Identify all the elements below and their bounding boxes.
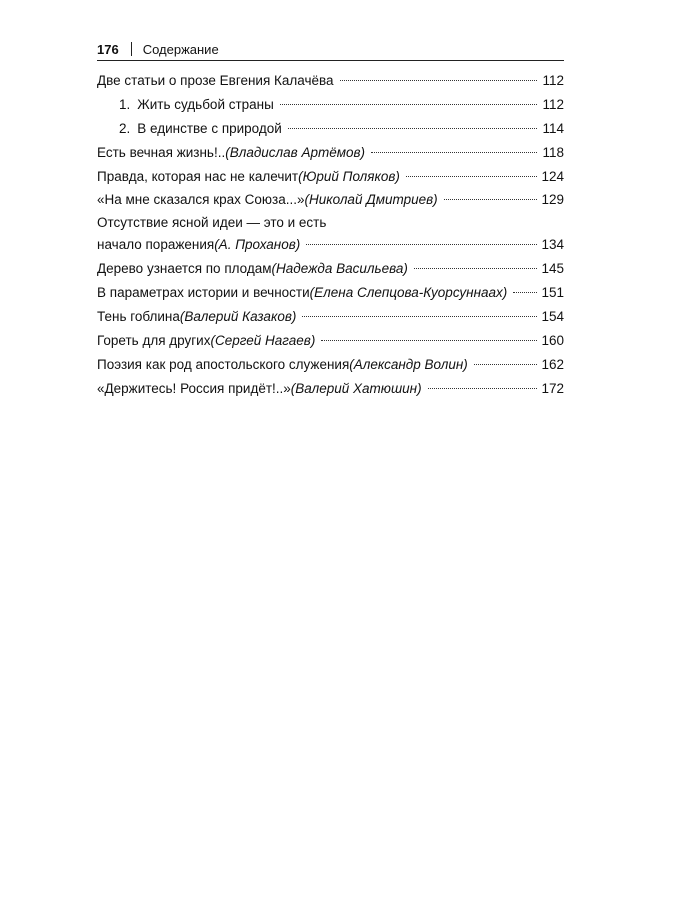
toc-entry-title-line1: Отсутствие ясной идеи — это и есть [97,215,327,231]
toc-entry-title: Правда, которая нас не калечит [97,168,299,184]
toc-entry-page: 172 [541,380,564,396]
toc-entry [97,377,564,401]
toc-entry-page: 145 [541,261,564,277]
toc-entry-author: (Николай Дмитриев) [304,192,438,208]
dot-leader [474,364,537,365]
toc-entry-title: Поэзия как род апостольского служения [97,356,350,372]
toc-entry-title-line2: начало поражения [97,237,215,253]
toc-entry-title: В параметрах истории и вечности [97,285,310,301]
toc-entry-title: Дерево узнается по плодам [97,261,272,277]
toc-entry [97,188,564,212]
section-title: Содержание [142,42,219,57]
dot-leader [288,128,537,129]
toc-entry-title: «Держитесь! Россия придёт!..» [97,380,291,396]
toc-entry-page: 129 [541,192,564,208]
dot-leader [340,80,537,81]
page-number: 176 [97,42,119,57]
toc-entry-page: 162 [541,356,564,372]
table-of-contents [97,69,564,401]
dot-leader [414,268,537,269]
toc-entry [97,212,564,257]
toc-entry-title: В единстве с природой [137,120,282,136]
dot-leader [513,292,537,293]
toc-entry-author: (Валерий Казаков) [179,309,297,325]
toc-entry-author: (Надежда Васильева) [271,261,408,277]
dot-leader [306,244,537,245]
toc-entry-line2 [97,233,564,257]
toc-entry-page: 151 [541,285,564,301]
toc-entry-title: Гореть для других [97,332,211,348]
toc-entry [97,305,564,329]
toc-entry-title: Жить судьбой страны [137,96,274,112]
toc-entry-title: Есть вечная жизнь!.. [97,144,226,160]
toc-entry-title: «На мне сказался крах Союза...» [97,192,305,208]
toc-entry [97,117,564,141]
toc-entry [97,165,564,189]
toc-entry [97,141,564,165]
toc-entry-author: (Владислав Артёмов) [225,144,366,160]
book-page [97,40,564,401]
dot-leader [280,104,537,105]
dot-leader [428,388,537,389]
toc-entry-page: 124 [541,168,564,184]
dot-leader [302,316,537,317]
toc-entry [97,281,564,305]
toc-entry-title: Тень гоблина [97,309,180,325]
dot-leader [371,152,537,153]
running-header [97,40,564,61]
toc-entry-page: 112 [542,96,564,112]
dot-leader [321,340,537,341]
toc-entry [97,69,564,93]
toc-entry-author: (А. Проханов) [214,237,301,253]
toc-entry-author: (Сергей Нагаев) [210,332,316,348]
toc-entry-page: 118 [542,144,564,160]
toc-entry-page: 112 [542,73,564,88]
header-separator [131,42,132,56]
toc-entry-title: Две статьи о прозе Евгения Калачёва [97,73,334,88]
dot-leader [406,176,537,177]
toc-entry [97,93,564,117]
toc-entry-author: (Елена Слепцова-Куорсуннаах) [309,285,508,301]
toc-entry [97,257,564,281]
toc-entry-author: (Юрий Поляков) [298,168,400,184]
toc-entry-page: 154 [541,309,564,325]
toc-entry-author: (Александр Волин) [349,356,468,372]
toc-entry [97,353,564,377]
toc-entry-number: 2. [119,120,131,136]
toc-entry-page: 114 [542,120,564,136]
toc-entry [97,329,564,353]
toc-entry-page: 134 [541,237,564,253]
toc-entry-page: 160 [541,332,564,348]
toc-entry-number: 1. [119,96,131,112]
toc-entry-author: (Валерий Хатюшин) [290,380,422,396]
dot-leader [444,199,537,200]
